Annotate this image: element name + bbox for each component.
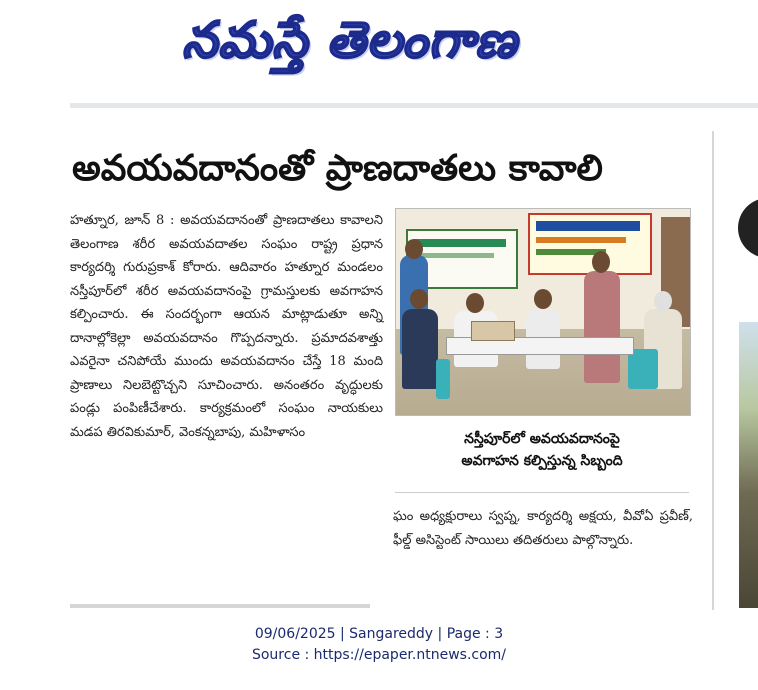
- article-paragraph: హత్నూర, జూన్ 8 : అవయవదానంతో ప్రాణదాతలు కావాలని తెలంగాణ శరీర అవయవదాతల సంఘం రాష్ట్ర ప్రధాన కార్యదర్శి గురుప్రకాశ్ కోరారు. ఆదివారం హత్నూర మండలం నస్తీపూర్‌లో శరీర అవయవదానంపై గ్రామస్తులకు అవగాహన కల్పించారు. ఈ సందర్భంగా ఆయన మాట్లాడుతూ అన్ని దానాల్లోకెల్లా అవయవదానం గొప్పదన్నారు. ప్రమాదవశాత్తు ఎవరైనా చనిపోయే ముందు అవయవదానం చేస్తే 18 మంది ప్రాణాలు నిలబెట్టొచ్చని సూచించారు. అనంతరం వృద్ధులకు పండ్లు పంపిణీచేశారు. కార్యక్రమంలో సంఘం నాయకులు మడప తిరవికుమార్, వెంకన్నబాపు, మహిళాసం: [70, 213, 383, 440]
- caption-line: అవగాహన కల్పిస్తున్న సిబ్బంది: [461, 453, 623, 469]
- article-photo: [395, 208, 691, 416]
- newspaper-masthead: నమస్తే తెలంగాణ: [182, 10, 518, 69]
- article-continuation: [393, 505, 693, 553]
- clipping-footer: [0, 624, 758, 666]
- photo-caption: [395, 418, 689, 488]
- edition-info: 09/06/2025 | Sangareddy | Page : 3: [254, 626, 504, 642]
- clipping-edge: [70, 604, 370, 608]
- adjacent-article-graphic: [738, 198, 758, 258]
- column-divider: [712, 131, 714, 610]
- caption-line: నస్తీపూర్‌లో అవయవదానంపై: [464, 431, 620, 447]
- photo-person: [402, 309, 438, 389]
- source-link[interactable]: Source : https://epaper.ntnews.com/: [251, 647, 507, 663]
- photo-person: [584, 271, 620, 383]
- article-headline: అవయవదానంతో ప్రాణదాతలు కావాలి: [72, 148, 603, 189]
- adjacent-article-photo: [739, 322, 758, 608]
- masthead-rule: [70, 103, 758, 108]
- photo-banner-right: [528, 213, 652, 275]
- article-paragraph: ఘం అధ్యక్షురాలు స్వప్న, కార్యదర్శి అక్షయ, వీవోఏ ప్రవీణ్, ఫీల్డ్ అసిస్టెంట్ సాయిలు తదితరులు పాల్గొన్నారు.: [393, 509, 693, 548]
- caption-rule: [395, 492, 689, 493]
- photo-box: [471, 321, 515, 341]
- article-body: [70, 209, 383, 444]
